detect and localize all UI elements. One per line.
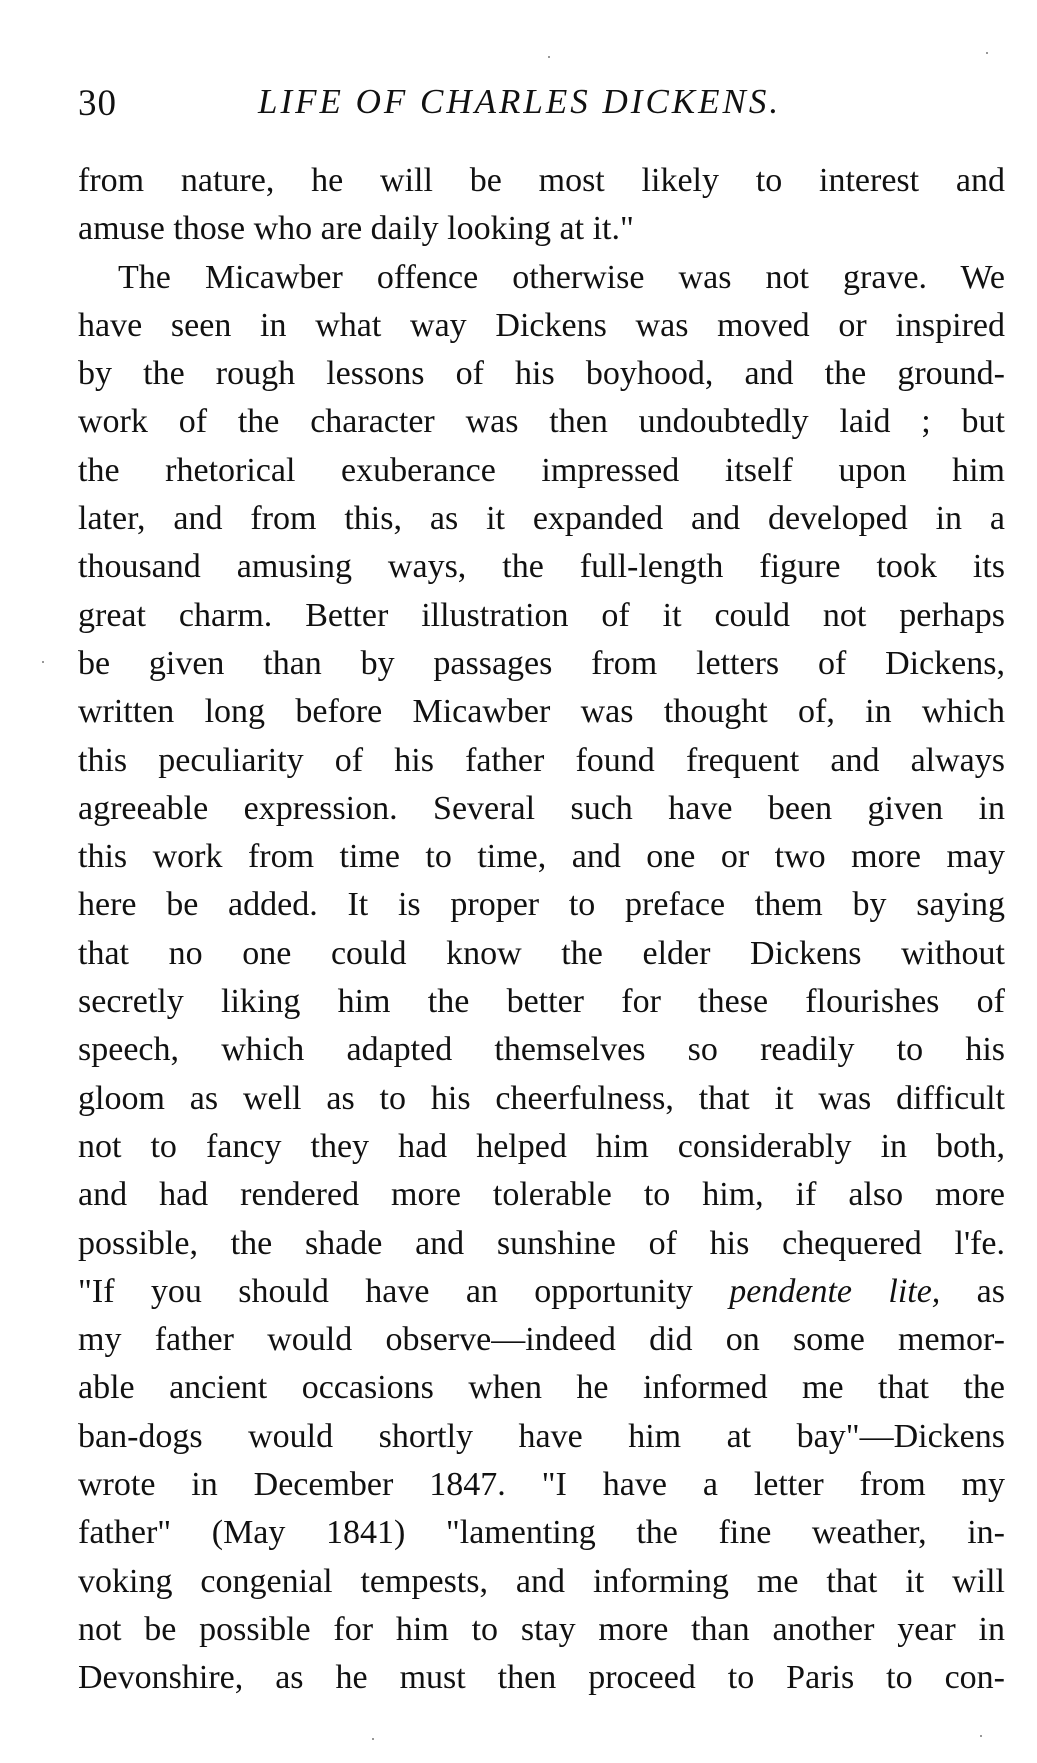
- body-text: [78, 157, 1005, 1703]
- print-speck: [372, 1738, 374, 1740]
- print-speck: [42, 661, 44, 663]
- text-line: and had rendered more tolerable to him, if also more: [78, 1176, 1005, 1214]
- text-line: amuse those who are daily looking at it.": [78, 210, 634, 248]
- print-speck: [548, 56, 550, 58]
- line-part-before: "If you should have an opportunity: [78, 1272, 730, 1310]
- page-header: [78, 76, 998, 126]
- text-line: The Micawber offence otherwise was not grave. We: [118, 258, 1005, 296]
- text-line: from nature, he will be most likely to interest and: [78, 162, 1005, 199]
- text-line: by the rough lessons of his boyhood, and the ground-: [78, 355, 1005, 393]
- line-part-after: as: [940, 1272, 1005, 1310]
- text-line: this work from time to time, and one or two more may: [78, 838, 1005, 876]
- text-line: work of the character was then undoubtedly laid ; but: [78, 403, 1005, 441]
- latin-phrase: pendente lite,: [729, 1272, 941, 1310]
- text-line: father" (May 1841) "lamenting the fine weather, in-: [78, 1514, 1005, 1552]
- text-line: voking congenial tempests, and informing me that it will: [78, 1562, 1005, 1600]
- text-line: great charm. Better illustration of it could not perhaps: [78, 596, 1005, 634]
- text-line: the rhetorical exuberance impressed itself upon him: [78, 451, 1005, 489]
- text-line: written long before Micawber was thought of, in which: [78, 693, 1005, 731]
- text-line: thousand amusing ways, the full-length figure took its: [78, 548, 1005, 586]
- print-speck: [986, 52, 988, 54]
- text-line: possible, the shade and sunshine of his chequered l'fe.: [78, 1224, 1005, 1262]
- text-line: have seen in what way Dickens was moved or inspired: [78, 306, 1005, 344]
- text-line: agreeable expression. Several such have been given in: [78, 789, 1005, 827]
- text-line: able ancient occasions when he informed me that the: [78, 1369, 1005, 1407]
- text-line: not be possible for him to stay more than another year in: [78, 1610, 1005, 1648]
- text-line: later, and from this, as it expanded and developed in a: [78, 500, 1005, 538]
- text-line: my father would observe—indeed did on some memor-: [78, 1321, 1005, 1359]
- text-line: speech, which adapted themselves so readily to his: [78, 1031, 1005, 1069]
- text-line: Devonshire, as he must then proceed to Paris to con-: [78, 1659, 1005, 1697]
- text-line: secretly liking him the better for these flourishes of: [78, 983, 1005, 1021]
- text-line: not to fancy they had helped him considerably in both,: [78, 1127, 1005, 1165]
- page-number: 30: [78, 83, 117, 124]
- text-line: be given than by passages from letters of Dickens,: [78, 644, 1005, 682]
- text-line: ban-dogs would shortly have him at bay"—Dickens: [78, 1417, 1005, 1455]
- text-line: here be added. It is proper to preface them by saying: [78, 886, 1005, 924]
- print-speck: [980, 1735, 982, 1737]
- text-line: wrote in December 1847. "I have a letter from my: [78, 1466, 1005, 1504]
- text-line-with-italic: [78, 1268, 1005, 1316]
- running-title: LIFE OF CHARLES DICKENS.: [258, 82, 782, 121]
- text-line: this peculiarity of his father found frequent and always: [78, 741, 1005, 779]
- text-line: gloom as well as to his cheerfulness, that it was difficult: [78, 1079, 1005, 1117]
- text-line: that no one could know the elder Dickens without: [78, 934, 1005, 972]
